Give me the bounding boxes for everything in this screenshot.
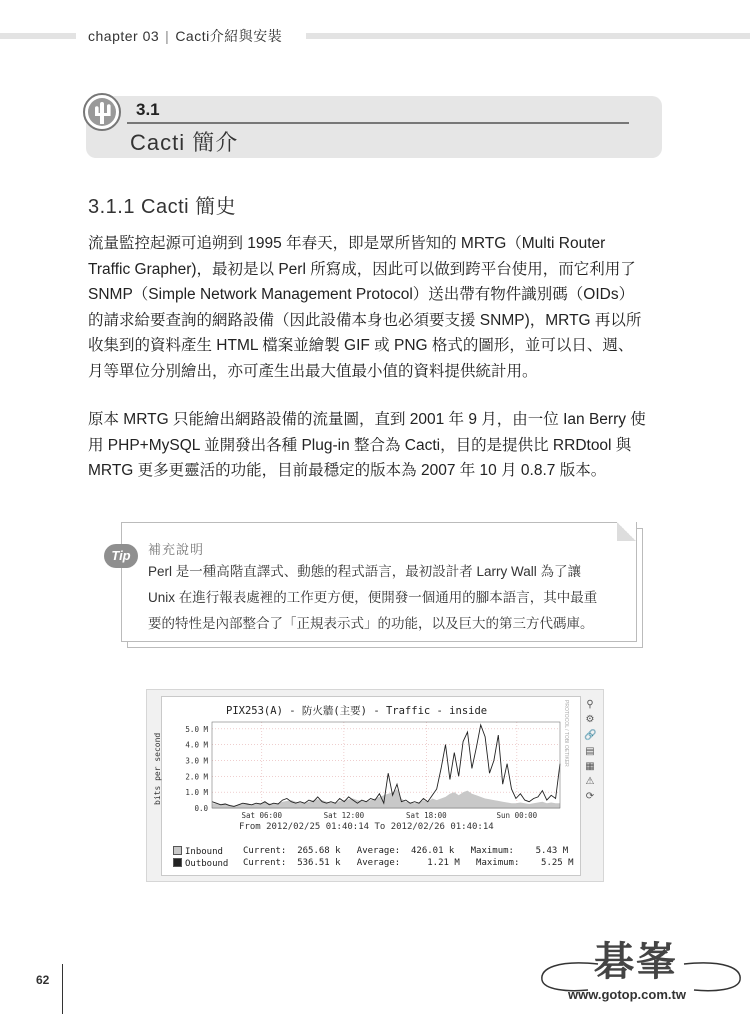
refresh-icon[interactable]: ⟳ (585, 791, 595, 802)
page-number: 62 (36, 973, 50, 987)
paragraph-line: 原本 MRTG 只能繪出網路設備的流量圖，直到 2001 年 9 月，由一位 Ian Berry 使 (88, 411, 646, 428)
outbound-maximum: 5.25 M (541, 858, 574, 868)
chapter-label: chapter 03 (88, 28, 160, 44)
tip-heading: 補充說明 (148, 542, 205, 557)
outbound-average: 1.21 M (427, 858, 460, 868)
paragraph-line: 收集到的資料產生 HTML 檔案並繪製 GIF 或 PNG 格式的圖形，並可以日、週、 (88, 337, 634, 354)
tip-badge: Tip (104, 544, 138, 568)
x-tick-label: Sun 00:00 (496, 811, 538, 820)
x-tick-label: Sat 06:00 (241, 811, 283, 820)
outbound-stats: Current: 536.51 k Average: 1.21 M Maximum: 5.25 M (243, 858, 574, 868)
subsection-title: 3.1.1 Cacti 簡史 (88, 196, 237, 218)
legend-inbound (173, 846, 223, 857)
zoom-icon[interactable]: ⚲ (586, 699, 594, 710)
header-separator: | (165, 28, 170, 44)
y-tick-label: 4.0 M (185, 740, 208, 750)
tip-line: Unix 在進行報表處裡的工作更方便，便開發一個通用的腳本語言，其中最重 (148, 590, 598, 605)
x-tick-label: Sat 12:00 (323, 811, 365, 820)
chapter-title: Cacti介紹與安裝 (175, 28, 283, 44)
document-icon[interactable]: ▦ (585, 761, 595, 772)
link-icon[interactable]: 🔗 (584, 730, 597, 741)
chart-title: PIX253(A) - 防火牆(主要) - Traffic - inside (226, 705, 488, 717)
page-number-rule (62, 964, 63, 1014)
y-tick-label: 3.0 M (185, 756, 208, 766)
paragraph-line: Traffic Grapher)，最初是以 Perl 所寫成，因此可以做到跨平台使用，而它利用了 (88, 260, 636, 278)
paragraph-line: 月等單位分別繪出，亦可產生出最大值最小值的資料提供統計用。 (88, 362, 538, 380)
legend-inbound-name: Inbound (185, 847, 223, 857)
paragraph-line: 流量監控起源可追朔到 1995 年春天，即是眾所皆知的 MRTG（Multi Router (88, 235, 606, 252)
inbound-average: 426.01 k (411, 846, 455, 856)
publisher-logo-text: 碁峯 (594, 940, 678, 984)
inbound-maximum: 5.43 M (535, 846, 569, 856)
outbound-current: 536.51 k (297, 858, 341, 868)
y-tick-label: 1.0 M (185, 788, 208, 798)
inbound-swatch (173, 846, 182, 855)
x-tick-label: Sat 18:00 (406, 811, 447, 820)
legend-outbound (173, 858, 228, 869)
y-tick-label: 0.0 (194, 804, 208, 813)
tip-line: Perl 是一種高階直譯式、動態的程式語言，最初設計者 Larry Wall 為了讓 (148, 564, 582, 579)
paragraph-line: 的請求給要查詢的網路設備（因此設備本身也必須要支援 SNMP)，MRTG 再以所 (88, 311, 642, 329)
warning-icon[interactable]: ⚠ (585, 776, 595, 787)
bar-chart-icon[interactable]: ▤ (585, 746, 595, 757)
inbound-stats: Current: 265.68 k Average: 426.01 k Maximum: 5.43 M (243, 846, 569, 856)
paragraph-line: MRTG 更多更靈活的功能，目前最穩定的版本為 2007 年 10 月 0.8.7 版本。 (88, 462, 607, 479)
section-number: 3.1 (136, 100, 160, 119)
section-title: Cacti 簡介 (130, 130, 239, 155)
inbound-area (212, 789, 560, 808)
y-axis-label: bits per second (153, 732, 162, 805)
graph-side-text: PROTOCOL / TOBI OETIKER (563, 700, 569, 767)
inbound-current: 265.68 k (297, 846, 341, 856)
publisher-url: www.gotop.com.tw (568, 987, 686, 1002)
outbound-swatch (173, 858, 182, 867)
legend-outbound-name: Outbound (185, 859, 229, 869)
paragraph-line: SNMP（Simple Network Management Protocol）送出帶有物件識別碼（OIDs） (88, 286, 635, 303)
tip-line: 要的特性是內部整合了「正規表示式」的功能，以及巨大的第三方代碼庫。 (148, 616, 594, 631)
y-tick-label: 5.0 M (185, 724, 208, 734)
outbound-line (212, 725, 560, 807)
settings-icon[interactable]: ⚙ (585, 714, 595, 725)
range-text: From 2012/02/25 01:40:14 To 2012/02/26 01:40:14 (239, 822, 494, 832)
y-tick-label: 2.0 M (185, 772, 208, 782)
paragraph-line: 用 PHP+MySQL 並開發出各種 Plug-in 整合為 Cacti，目的是提供比 RRDtool 與 (88, 436, 632, 454)
